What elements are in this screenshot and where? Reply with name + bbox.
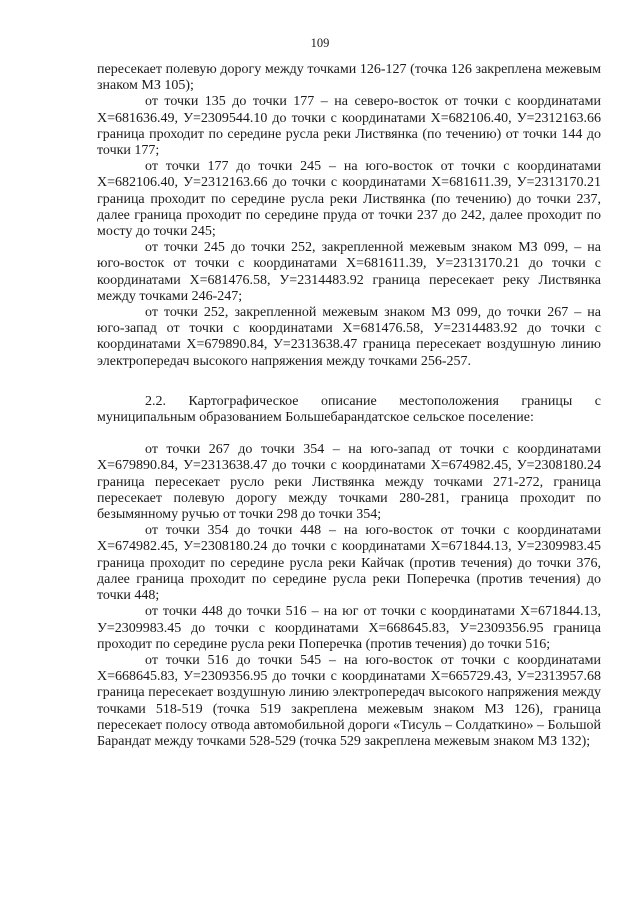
paragraph-segment-245-252: от точки 245 до точки 252, закрепленной межевым знаком МЗ 099, – на юго-восток от точки с координатами Х=681611.39, У=2313170.21 до точки с координатами Х=681476.58, У=2314483.92 граница пересекает реку Листвянка между точками 246-247; (97, 240, 601, 304)
paragraph-segment-177-245: от точки 177 до точки 245 – на юго-восток от точки с координатами Х=682106.40, У=2312163.66 до точки с координатами Х=681611.39, У=2313170.21 граница проходит по середине русла реки Листвянка (по течению) до точки 237, далее граница проходит по середине пруда от точки 237 до 242, далее проходит по мосту до точки 245; (97, 159, 601, 240)
paragraph-segment-252-267: от точки 252, закрепленной межевым знаком МЗ 099, до точки 267 – на юго-запад от точки с координатами Х=681476.58, У=2314483.92 до точки с координатами Х=679890.84, У=2313638.47 граница пересекает воздушную линию электропередач высокого напряжения между точками 256-257. (97, 305, 601, 369)
document-body (97, 62, 601, 750)
paragraph-segment-516-545: от точки 516 до точки 545 – на юго-восток от точки с координатами Х=668645.83, У=2309356.95 до точки с координатами Х=665729.43, У=2313957.68 граница пересекает воздушную линию электропередач высокого напряжения между точками 518-519 (точка 519 закреплена межевым знаком МЗ 126), граница пересекает полосу отвода автомобильной дороги «Тисуль – Солдаткино» – Большой Барандат между точками 528-529 (точка 529 закреплена межевым знаком МЗ 132); (97, 652, 601, 749)
paragraph-segment-448-516: от точки 448 до точки 516 – на юг от точки с координатами Х=671844.13, У=2309983.45 до точки с координатами Х=668645.83, У=2309356.95 граница проходит по середине русла реки Поперечка (против течения) до точки 516; (97, 604, 601, 652)
paragraph-segment-135-177: от точки 135 до точки 177 – на северо-восток от точки с координатами Х=681636.49, У=2309544.10 до точки с координатами Х=682106.40, У=2312163.66 граница проходит по середине русла реки Листвянка (по течению) от точки 144 до точки 177; (97, 94, 601, 159)
paragraph-segment-267-354: от точки 267 до точки 354 – на юго-запад от точки с координатами Х=679890.84, У=2313638.47 до точки с координатами Х=674982.45, У=2308180.24 граница пересекает русло реки Листвянка между точками 271-272, граница пересекает полевую дорогу между точками 280-281, граница проходит по безымянному ручью от точки 298 до точки 354; (97, 442, 601, 523)
page-number: 109 (310, 36, 330, 50)
section-heading-2-2: 2.2. Картографическое описание местоположения границы с муниципальным образованием Большебарандатское сельское поселение: (97, 393, 601, 426)
paragraph-continuation: пересекает полевую дорогу между точками 126-127 (точка 126 закреплена межевым знаком МЗ 105); (97, 62, 601, 94)
paragraph-segment-354-448: от точки 354 до точки 448 – на юго-восток от точки с координатами Х=674982.45, У=2308180.24 до точки с координатами Х=671844.13, У=2309983.45 граница проходит по середине русла реки Кайчак (против течения) до точки 376, далее граница проходит по середине русла реки Поперечка (против течения) до точки 448; (97, 523, 601, 604)
